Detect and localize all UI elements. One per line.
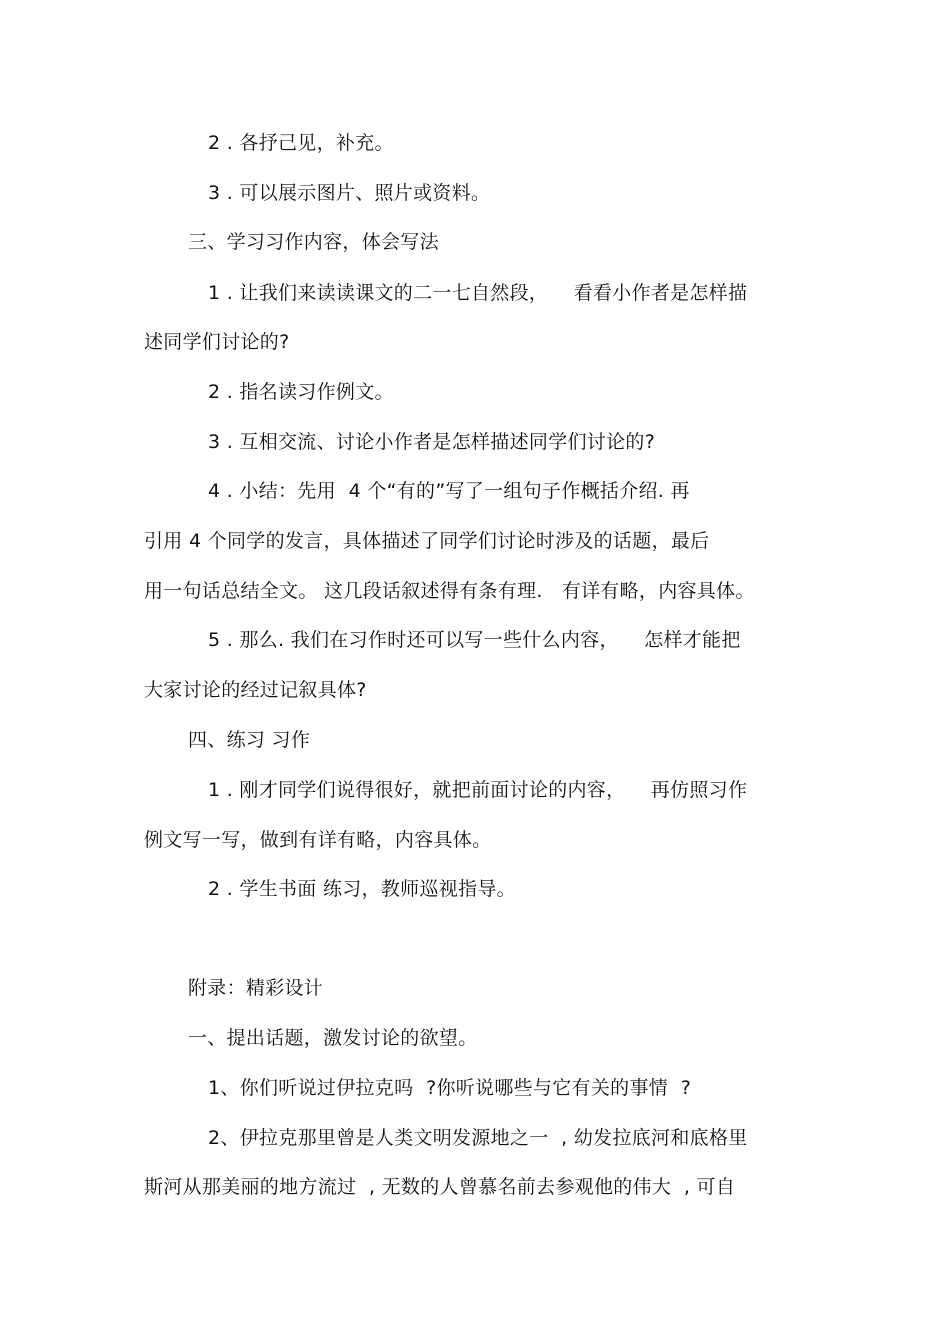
text-line-9: 引用 4 个同学的发言，具体描述了同学们讨论时涉及的话题，最后 <box>144 530 710 552</box>
section-heading-3: 三、学习习作内容，体会写法 <box>188 231 439 253</box>
text-line-5: 述同学们讨论的? <box>144 331 290 353</box>
text-line-4: 1 . 让我们来读读课文的二一七自然段， 看看小作者是怎样描 <box>208 282 748 304</box>
text-line-2: 3 . 可以展示图片、照片或资料。 <box>208 182 491 204</box>
section-heading-1: 一、提出话题，激发讨论的欲望。 <box>188 1027 478 1049</box>
text-line-11: 5 . 那么. 我们在习作时还可以写一些什么内容， 怎样才能把 <box>208 629 741 651</box>
text-line-19: 1、你们听说过伊拉克吗 ?你听说哪些与它有关的事情 ? <box>208 1077 692 1099</box>
text-line-12: 大家讨论的经过记叙具体? <box>144 679 367 701</box>
text-line-20: 2、伊拉克那里曾是人类文明发源地之一 , 幼发拉底河和底格里 <box>208 1127 748 1149</box>
text-line-15: 例文写一写，做到有详有略，内容具体。 <box>144 829 492 851</box>
text-line-10: 用一句话总结全文。 这几段话叙述得有条有理. 有详有略，内容具体。 <box>144 580 755 602</box>
text-line-7: 3 . 互相交流、讨论小作者是怎样描述同学们讨论的? <box>208 431 656 453</box>
section-heading-4: 四、练习 习作 <box>188 729 311 751</box>
text-line-14: 1 . 刚才同学们说得很好，就把前面讨论的内容， 再仿照习作 <box>208 779 748 801</box>
appendix-heading: 附录：精彩设计 <box>188 977 324 999</box>
text-line-8: 4 . 小结：先用 4 个“有的”写了一组句子作概括介绍. 再 <box>208 480 690 502</box>
text-line-16: 2 . 学生书面 练习，教师巡视指导。 <box>208 878 516 900</box>
text-line-21: 斯河从那美丽的地方流过 , 无数的人曾慕名前去参观他的伟大 , 可自 <box>144 1176 736 1198</box>
text-line-1: 2 . 各抒己见，补充。 <box>208 132 394 154</box>
text-line-6: 2 . 指名读习作例文。 <box>208 381 394 403</box>
